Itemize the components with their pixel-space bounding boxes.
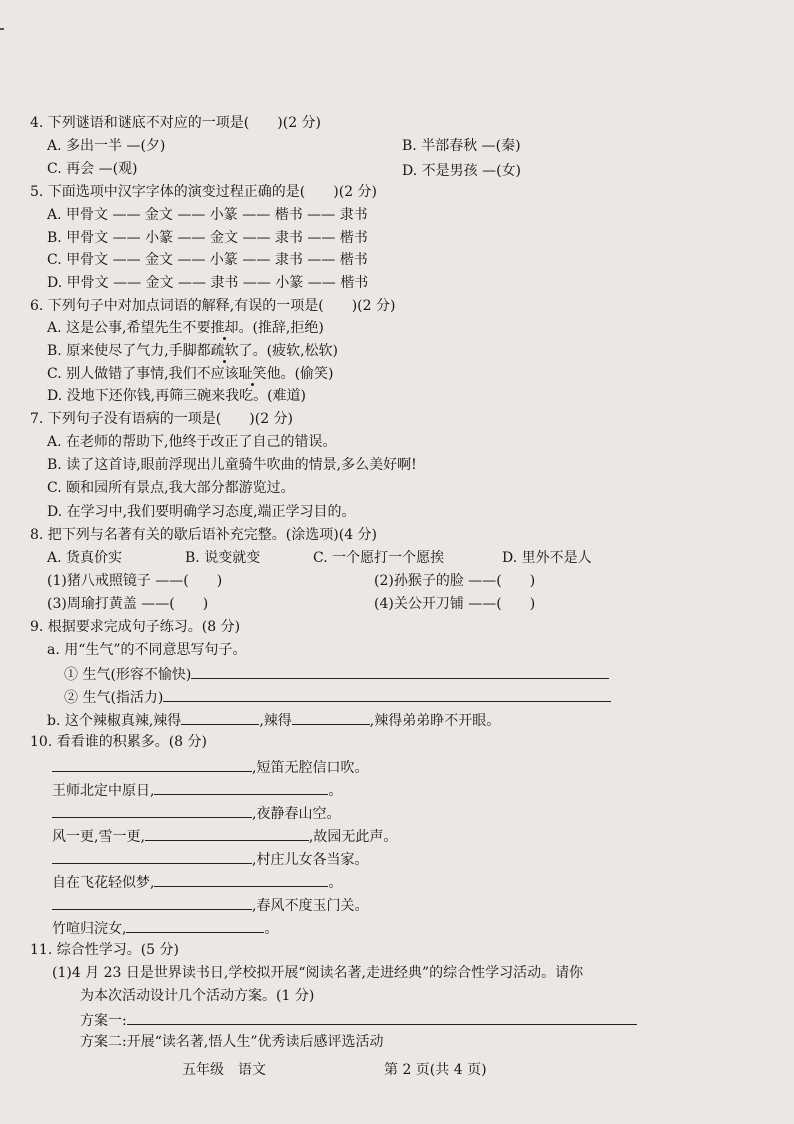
q6-option-a: A. 这是公事,希望先生不要推却。(推辞,拒绝): [47, 320, 324, 336]
q4-stem: 4. 下列谜语和谜底不对应的一项是( )(2 分): [30, 115, 322, 131]
answer-blank[interactable]: [52, 756, 252, 772]
q8-choice-a: A. 货真价实: [47, 550, 123, 566]
answer-blank[interactable]: [145, 825, 309, 841]
answer-blank[interactable]: [127, 1009, 637, 1025]
q11-stem: 11. 综合性学习。(5 分): [30, 942, 179, 958]
answer-blank[interactable]: [52, 894, 252, 910]
q4-option-c: C. 再会 —(观): [47, 161, 138, 177]
q8-choice-c: C. 一个愿打一个愿挨: [313, 550, 445, 566]
answer-blank[interactable]: [163, 686, 611, 702]
q8-choice-d: D. 里外不是人: [502, 550, 592, 566]
q10-stem: 10. 看看谁的积累多。(8 分): [30, 734, 207, 750]
q8-item-1: (1)猪八戒照镜子 ——( ): [47, 573, 223, 589]
q7-option-c: C. 颐和园所有景点,我大部分都游览过。: [47, 480, 295, 496]
poem-line-4: 风一更,雪一更, ,故园无此声。: [52, 825, 397, 845]
q7-stem: 7. 下列句子没有语病的一项是( )(2 分): [30, 411, 294, 427]
q11-part-1: (1)4 月 23 日是世界读书日,学校拟开展“阅读名著,走进经典”的综合性学习活动。请你: [52, 965, 584, 981]
poem-line-2: 王师北定中原日, 。: [52, 779, 342, 799]
poem-line-8: 竹喧归浣女, 。: [52, 917, 278, 937]
q9-part-a: a. 用“生气”的不同意思写句子。: [47, 642, 247, 658]
footer-grade: 五年级 语文: [182, 1062, 266, 1078]
poem-line-6: 自在飞花轻似梦, 。: [52, 871, 342, 891]
q6-option-b: B. 原来使尽了气力,手脚都疏软了。(疲软,松软): [47, 343, 339, 359]
q4-option-d: D. 不是男孩 —(女): [402, 163, 521, 179]
q8-stem: 8. 把下列与名著有关的歇后语补充完整。(涂选项)(4 分): [30, 527, 378, 543]
dotted-word: 耻笑: [238, 366, 267, 382]
answer-blank[interactable]: [126, 917, 264, 933]
answer-blank[interactable]: [52, 848, 252, 864]
plan-one: 方案一:: [80, 1009, 637, 1029]
q5-option-b: B. 甲骨文 —— 小篆 —— 金文 —— 隶书 —— 楷书: [47, 230, 368, 246]
q6-stem: 6. 下列句子中对加点词语的解释,有误的一项是( )(2 分): [30, 298, 396, 314]
q4-option-a: A. 多出一半 —(夕): [47, 138, 166, 154]
answer-blank[interactable]: [154, 779, 328, 795]
answer-blank[interactable]: [181, 709, 259, 725]
q8-choice-b: B. 说变就变: [185, 550, 261, 566]
q7-option-a: A. 在老师的帮助下,他终于改正了自己的错误。: [47, 434, 337, 450]
poem-line-5: ,村庄儿女各当家。: [52, 848, 368, 868]
answer-blank[interactable]: [154, 871, 328, 887]
q5-option-a: A. 甲骨文 —— 金文 —— 小篆 —— 楷书 —— 隶书: [47, 207, 368, 223]
dotted-word: 推却: [210, 320, 239, 336]
corner-mark: [0, 28, 4, 30]
answer-blank[interactable]: [292, 709, 370, 725]
poem-line-7: ,春风不度玉门关。: [52, 894, 368, 914]
q6-option-c: C. 别人做错了事情,我们不应该耻笑他。(偷笑): [47, 366, 334, 382]
poem-line-1: ,短笛无腔信口吹。: [52, 756, 368, 776]
footer-page-number: 第 2 页(共 4 页): [384, 1062, 487, 1078]
q8-item-4: (4)关公开刀铺 ——( ): [374, 596, 536, 612]
q8-item-3: (3)周瑜打黄盖 ——( ): [47, 596, 209, 612]
q9-stem: 9. 根据要求完成句子练习。(8 分): [30, 619, 241, 635]
poem-line-3: ,夜静春山空。: [52, 802, 340, 822]
answer-blank[interactable]: [52, 802, 252, 818]
q5-option-c: C. 甲骨文 —— 金文 —— 小篆 —— 隶书 —— 楷书: [47, 252, 368, 268]
q7-option-b: B. 读了这首诗,眼前浮现出儿童骑牛吹曲的情景,多么美好啊!: [47, 457, 417, 473]
q9-a1: ① 生气(形容不愉快): [64, 663, 609, 683]
dotted-word: 疏软: [210, 343, 239, 359]
plan-two: 方案二:开展“读名著,悟人生”优秀读后感评选活动: [80, 1034, 384, 1050]
q11-part-1-cont: 为本次活动设计几个活动方案。(1 分): [80, 988, 315, 1004]
q4-option-b: B. 半部春秋 —(秦): [402, 138, 521, 154]
q6-option-d: D. 没地下还你钱,再筛三碗来我吃。(难道): [47, 388, 307, 404]
q8-item-2: (2)孙猴子的脸 ——( ): [374, 573, 536, 589]
answer-blank[interactable]: [191, 663, 609, 679]
q9-a2: ② 生气(指活力): [64, 686, 611, 706]
q5-option-d: D. 甲骨文 —— 金文 —— 隶书 —— 小篆 —— 楷书: [47, 275, 369, 291]
q9-part-b: b. 这个辣椒真辣,辣得 ,辣得 ,辣得弟弟睁不开眼。: [47, 709, 500, 729]
q5-stem: 5. 下面选项中汉字字体的演变过程正确的是( )(2 分): [30, 184, 378, 200]
q7-option-d: D. 在学习中,我们要明确学习态度,端正学习目的。: [47, 504, 356, 520]
